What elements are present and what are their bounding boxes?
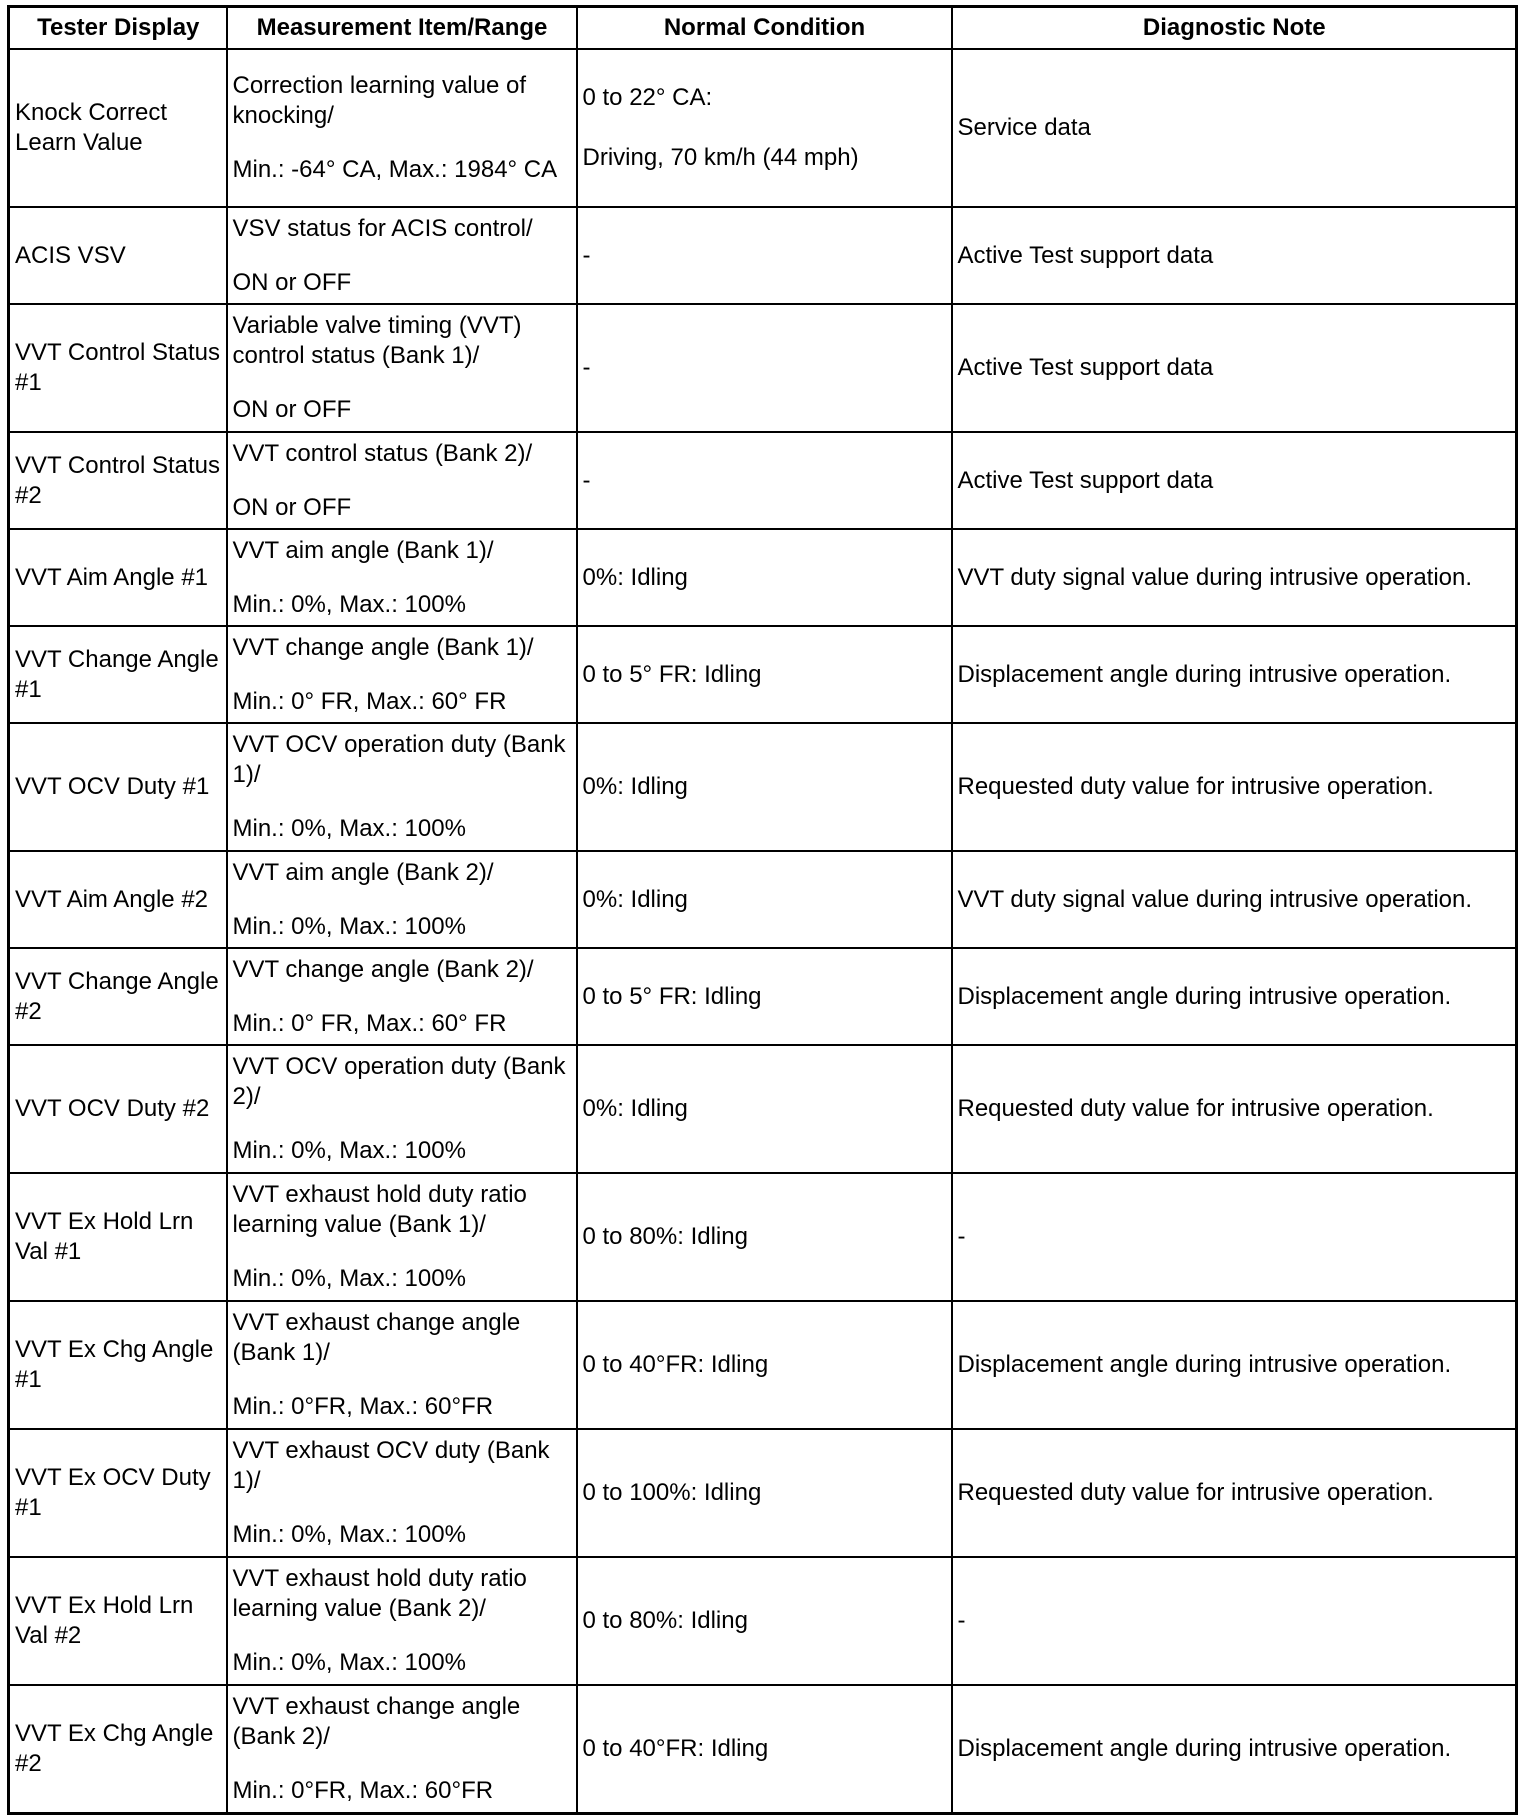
measurement-range-text: Min.: 0%, Max.: 100% (232, 1265, 466, 1292)
measurement-range-text: ON or OFF (232, 493, 352, 521)
cell-normal-condition: - (577, 207, 952, 304)
header-tester-display: Tester Display (9, 7, 227, 50)
cell-normal-condition: 0 to 40°FR: Idling (577, 1301, 952, 1429)
measurement-item-text: VVT exhaust OCV duty (Bank 1)/ (232, 1437, 550, 1494)
cell-diagnostic-note: VVT duty signal value during intrusive operation. (952, 529, 1517, 626)
cell-normal-condition: 0 to 22° CA: Driving, 70 km/h (44 mph) (577, 49, 952, 207)
measurement-range-text: Min.: 0%, Max.: 100% (232, 912, 466, 940)
measurement-range-text: Min.: 0%, Max.: 100% (232, 590, 466, 618)
cell-diagnostic-note: Requested duty value for intrusive operation. (952, 1045, 1517, 1173)
table-row (9, 1173, 1517, 1301)
cell-diagnostic-note: Requested duty value for intrusive operation. (952, 1429, 1517, 1557)
cell-tester-display: ACIS VSV (9, 207, 227, 304)
table-row (9, 1685, 1517, 1813)
table-row (9, 851, 1517, 948)
measurement-item-text: Variable valve timing (VVT) control status (Bank 1)/ (232, 312, 522, 369)
cell-normal-condition: 0 to 5° FR: Idling (577, 948, 952, 1045)
cell-tester-display: VVT Ex OCV Duty #1 (9, 1429, 227, 1557)
cell-normal-condition: 0%: Idling (577, 723, 952, 851)
cell-tester-display: VVT Control Status #1 (9, 304, 227, 432)
measurement-item-text: VVT aim angle (Bank 2)/ (232, 858, 494, 886)
cell-diagnostic-note: Requested duty value for intrusive operation. (952, 723, 1517, 851)
cell-tester-display: VVT Aim Angle #1 (9, 529, 227, 626)
measurement-item-text: VVT control status (Bank 2)/ (232, 439, 533, 467)
measurement-range-text: ON or OFF (232, 396, 352, 423)
header-diagnostic-note: Diagnostic Note (952, 7, 1517, 50)
measurement-item-text: VVT exhaust change angle (Bank 1)/ (232, 1309, 521, 1366)
measurement-range-text: Min.: 0°FR, Max.: 60°FR (232, 1776, 494, 1804)
cell-measurement-item (227, 1557, 577, 1685)
cell-diagnostic-note: - (952, 1173, 1517, 1301)
measurement-item-text: VVT change angle (Bank 2)/ (232, 955, 534, 983)
cell-tester-display: VVT OCV Duty #2 (9, 1045, 227, 1173)
cell-diagnostic-note: Displacement angle during intrusive operation. (952, 1685, 1517, 1813)
cell-tester-display: VVT Ex Chg Angle #2 (9, 1685, 227, 1813)
measurement-item-text: VVT change angle (Bank 1)/ (232, 633, 534, 661)
cell-normal-condition: 0 to 40°FR: Idling (577, 1685, 952, 1813)
cell-tester-display: VVT OCV Duty #1 (9, 723, 227, 851)
table-row (9, 432, 1517, 529)
cell-measurement-item (227, 1173, 577, 1301)
data-list-sheet (7, 5, 1515, 1809)
cell-diagnostic-note: Displacement angle during intrusive operation. (952, 1301, 1517, 1429)
measurement-item-text: VVT OCV operation duty (Bank 2)/ (232, 1053, 566, 1110)
table-row (9, 49, 1517, 207)
cell-measurement-item (227, 851, 577, 948)
cell-tester-display: VVT Control Status #2 (9, 432, 227, 529)
table-row (9, 1045, 1517, 1173)
cell-diagnostic-note: Active Test support data (952, 432, 1517, 529)
cell-measurement-item (227, 723, 577, 851)
measurement-range-text: Min.: 0° FR, Max.: 60° FR (232, 687, 507, 715)
header-measurement-item: Measurement Item/Range (227, 7, 577, 50)
cell-normal-condition: 0%: Idling (577, 1045, 952, 1173)
cell-diagnostic-note: Displacement angle during intrusive operation. (952, 948, 1517, 1045)
cell-measurement-item (227, 1301, 577, 1429)
cell-normal-condition: 0 to 5° FR: Idling (577, 626, 952, 723)
data-list-table (7, 5, 1518, 1815)
cell-tester-display: VVT Ex Hold Lrn Val #2 (9, 1557, 227, 1685)
cell-diagnostic-note: Active Test support data (952, 207, 1517, 304)
measurement-range-text: Min.: 0%, Max.: 100% (232, 1649, 466, 1676)
cell-measurement-item (227, 49, 577, 207)
cell-measurement-item (227, 626, 577, 723)
cell-diagnostic-note: Displacement angle during intrusive operation. (952, 626, 1517, 723)
table-row (9, 948, 1517, 1045)
measurement-item-text: VVT aim angle (Bank 1)/ (232, 536, 494, 564)
cell-tester-display: VVT Aim Angle #2 (9, 851, 227, 948)
cell-tester-display: Knock Correct Learn Value (9, 49, 227, 207)
cell-normal-condition: - (577, 432, 952, 529)
cell-normal-condition: 0 to 80%: Idling (577, 1557, 952, 1685)
table-row (9, 1429, 1517, 1557)
cell-normal-condition: 0%: Idling (577, 529, 952, 626)
measurement-item-text: Correction learning value of knocking/ (232, 72, 526, 129)
table-row (9, 207, 1517, 304)
cell-tester-display: VVT Ex Hold Lrn Val #1 (9, 1173, 227, 1301)
table-row (9, 1557, 1517, 1685)
cell-normal-condition: 0%: Idling (577, 851, 952, 948)
measurement-item-text: VVT OCV operation duty (Bank 1)/ (232, 731, 566, 788)
cell-measurement-item (227, 529, 577, 626)
table-body (9, 49, 1517, 1813)
cell-diagnostic-note: VVT duty signal value during intrusive operation. (952, 851, 1517, 948)
measurement-item-text: VVT exhaust hold duty ratio learning value (Bank 2)/ (232, 1565, 527, 1622)
table-row (9, 723, 1517, 851)
measurement-item-text: VVT exhaust hold duty ratio learning value (Bank 1)/ (232, 1181, 527, 1238)
measurement-item-text: VVT exhaust change angle (Bank 2)/ (232, 1692, 521, 1750)
measurement-range-text: Min.: 0%, Max.: 100% (232, 1137, 466, 1164)
cell-normal-condition: - (577, 304, 952, 432)
measurement-range-text: Min.: 0%, Max.: 100% (232, 1521, 466, 1548)
measurement-range-text: Min.: 0%, Max.: 100% (232, 815, 466, 842)
table-row (9, 304, 1517, 432)
measurement-range-text: ON or OFF (232, 268, 352, 296)
measurement-range-text: Min.: 0° FR, Max.: 60° FR (232, 1009, 507, 1037)
cell-measurement-item (227, 1045, 577, 1173)
header-normal-condition: Normal Condition (577, 7, 952, 50)
cell-measurement-item (227, 432, 577, 529)
cell-tester-display: VVT Change Angle #1 (9, 626, 227, 723)
cell-measurement-item (227, 948, 577, 1045)
measurement-range-text: Min.: -64° CA, Max.: 1984° CA (232, 156, 558, 183)
cell-measurement-item (227, 207, 577, 304)
table-row (9, 1301, 1517, 1429)
measurement-range-text: Min.: 0°FR, Max.: 60°FR (232, 1393, 494, 1420)
cell-diagnostic-note: Active Test support data (952, 304, 1517, 432)
measurement-item-text: VSV status for ACIS control/ (232, 214, 533, 242)
cell-diagnostic-note: Service data (952, 49, 1517, 207)
cell-tester-display: VVT Change Angle #2 (9, 948, 227, 1045)
cell-measurement-item (227, 304, 577, 432)
cell-diagnostic-note: - (952, 1557, 1517, 1685)
cell-normal-condition: 0 to 100%: Idling (577, 1429, 952, 1557)
table-row (9, 529, 1517, 626)
cell-tester-display: VVT Ex Chg Angle #1 (9, 1301, 227, 1429)
table-row (9, 626, 1517, 723)
cell-measurement-item (227, 1685, 577, 1813)
header-row (9, 7, 1517, 50)
cell-normal-condition: 0 to 80%: Idling (577, 1173, 952, 1301)
cell-measurement-item (227, 1429, 577, 1557)
